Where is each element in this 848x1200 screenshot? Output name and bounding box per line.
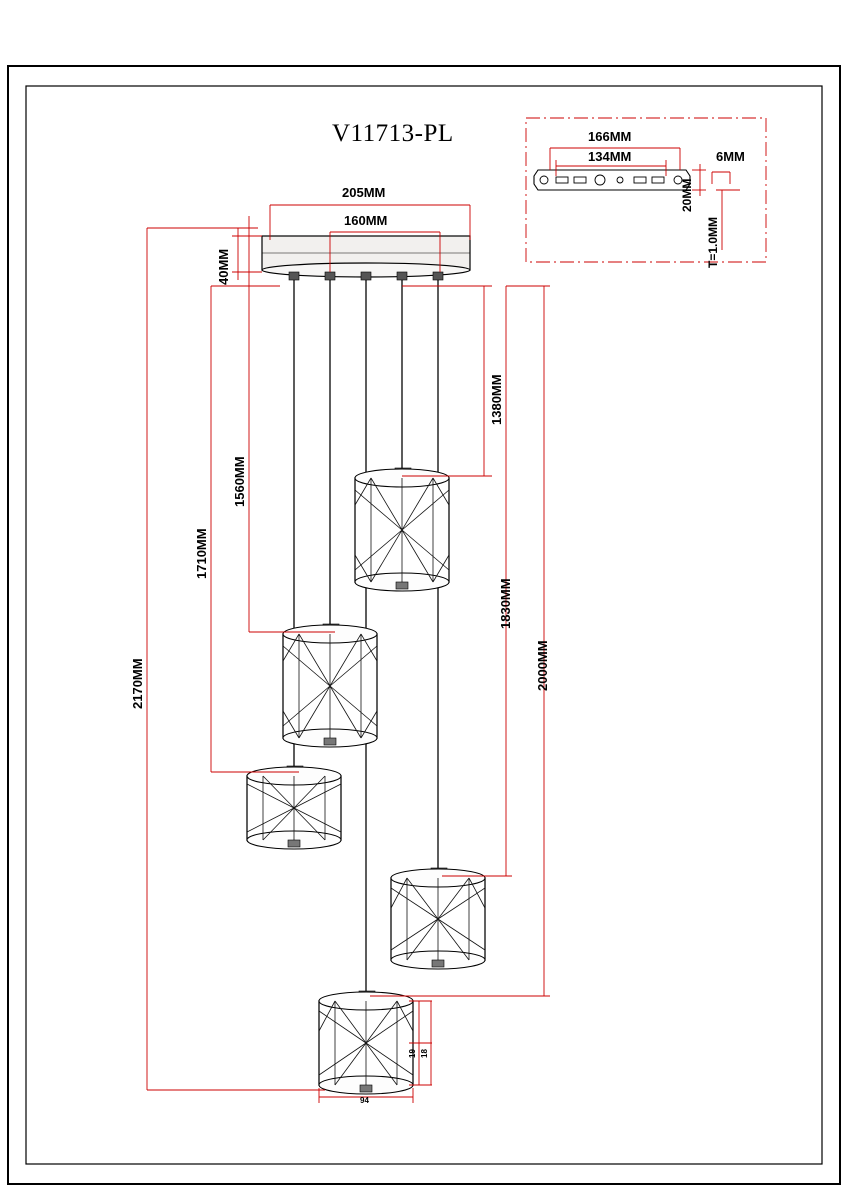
ceiling-canopy [262, 236, 470, 277]
mounting-plate-detail [526, 118, 766, 262]
dim-hole-size: 6MM [716, 149, 745, 164]
shade-lamp-1 [355, 468, 449, 591]
dim-drop-1: 1380MM [489, 374, 504, 425]
dim-shade-height-a: 19 [408, 1049, 417, 1058]
dim-drop-3: 1710MM [194, 528, 209, 579]
dim-canopy-length: 205MM [342, 185, 386, 200]
dim-drop-2: 1560MM [232, 456, 247, 507]
dim-shade-height-b: 18 [420, 1049, 429, 1058]
dim-thickness: T=1.0MM [706, 216, 720, 268]
dim-canopy-height: 40MM [216, 248, 231, 285]
dim-drop-4: 1830MM [498, 578, 513, 629]
dim-plate-height: 20MM [680, 178, 694, 212]
dim-shade-width: 94 [360, 1096, 369, 1105]
shade-lamp-5 [319, 991, 413, 1094]
dim-canopy-inner: 160MM [344, 213, 388, 228]
shade-lamp-2 [283, 624, 377, 747]
dim-plate-length: 166MM [588, 129, 632, 144]
dim-drop-5: 2000MM [535, 640, 550, 691]
drawing-title: V11713-PL [332, 120, 454, 147]
dim-plate-inner: 134MM [588, 149, 632, 164]
shade-lamp-3 [247, 766, 341, 849]
dim-total-drop: 2170MM [130, 658, 145, 709]
shade-lamp-4 [391, 868, 485, 969]
